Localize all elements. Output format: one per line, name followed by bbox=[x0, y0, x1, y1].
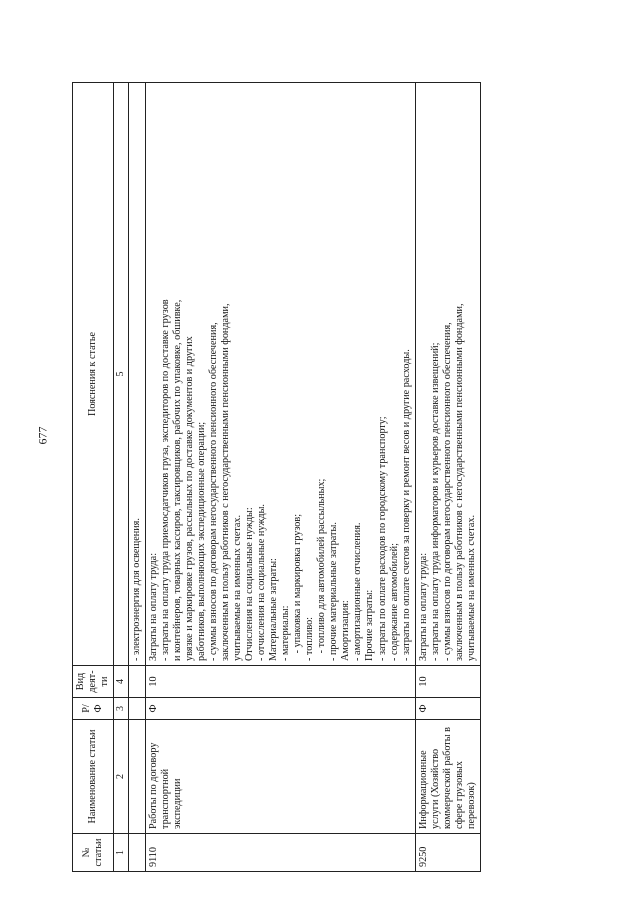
explanation-line: - топливо для автомобилей рассыльных; bbox=[316, 478, 328, 661]
header-rf: Р/ Ф bbox=[73, 698, 114, 720]
empty-cell bbox=[128, 698, 145, 720]
column-number: 1 bbox=[114, 834, 129, 872]
explanation-line: - затраты на оплату труда информаторов и курьеров доставке извещений; bbox=[429, 342, 441, 661]
explanation-line: - упаковка и маркировка грузов; bbox=[292, 513, 304, 661]
explanation-line: - амортизационные отчисления. bbox=[352, 522, 364, 661]
rotated-table-container bbox=[72, 82, 564, 872]
empty-cell bbox=[128, 666, 145, 698]
table-row bbox=[128, 83, 145, 872]
explanation-cell bbox=[128, 83, 145, 666]
explanation-line: учитываемые на именных счетах. bbox=[232, 514, 244, 661]
explanation-line: Отчисления на социальные нужды: bbox=[244, 507, 256, 661]
empty-cell bbox=[128, 720, 145, 834]
header-item-name: Наименование статьи bbox=[73, 720, 114, 834]
table-row bbox=[145, 83, 415, 872]
explanation-line: - материалы: bbox=[280, 605, 292, 661]
explanation-line: Амортизация: bbox=[340, 600, 352, 661]
explanation-line: и контейнеров, товарных кассиров, таксировщиков, рабочих по упаковке, обшивке, bbox=[171, 299, 183, 661]
item-name: Работы по договору транспортной экспедиции bbox=[145, 720, 415, 834]
item-rf: Ф bbox=[145, 698, 415, 720]
column-number: 2 bbox=[114, 720, 129, 834]
explanation-line: Материальные затраты: bbox=[268, 558, 280, 661]
table-row bbox=[415, 83, 480, 872]
explanation-cell bbox=[415, 83, 480, 666]
item-activity: 10 bbox=[145, 666, 415, 698]
explanation-line: Затраты на оплату труда: bbox=[417, 552, 429, 661]
explanation-line: - содержание автомобилей; bbox=[388, 543, 400, 661]
column-number: 3 bbox=[114, 698, 129, 720]
page-number: 677 bbox=[35, 426, 50, 445]
item-activity: 10 bbox=[415, 666, 480, 698]
explanation-line: - отчисления на социальные нужды. bbox=[256, 504, 268, 661]
explanation-cell bbox=[145, 83, 415, 666]
item-rf: Ф bbox=[415, 698, 480, 720]
explanation-line: - электроэнергия для освещения. bbox=[130, 518, 142, 661]
empty-cell bbox=[128, 834, 145, 872]
explanation-line: работников, выполняющих экспедиционные операции; bbox=[196, 421, 208, 661]
explanation-line: - затраты по оплате расходов по городскому транспорту; bbox=[376, 416, 388, 661]
item-number: 9110 bbox=[145, 834, 415, 872]
explanation-line: Прочие затраты: bbox=[364, 589, 376, 661]
column-numbers-row bbox=[114, 83, 129, 872]
header-activity: Вид деят-ти bbox=[73, 666, 114, 698]
explanation-line: учитываемые на именных счетах. bbox=[465, 514, 477, 661]
explanation-line: - затраты на оплату труда приемосдатчиков груза, экспедиторов по доставке грузов bbox=[159, 299, 171, 661]
explanation-line: заключенным в пользу работников с негосударственными пенсионными фондами, bbox=[453, 303, 465, 661]
explanation-line: Затраты на оплату труда: bbox=[147, 552, 159, 661]
item-name: Информационные услуги (Хозяйство коммерческой работы в сфере грузовых перевозок) bbox=[415, 720, 480, 834]
explanation-line: заключенным в пользу работников с негосударственными пенсионными фондами, bbox=[220, 303, 232, 661]
explanation-line: - топливо: bbox=[304, 616, 316, 661]
explanation-line: - затраты по оплате счетов за поверку и ремонт весов и другие расходы. bbox=[400, 349, 412, 661]
explanation-line: - суммы взносов по договорам негосударственного пенсионного обеспечения, bbox=[441, 322, 453, 661]
column-number: 5 bbox=[114, 83, 129, 666]
item-number: 9250 bbox=[415, 834, 480, 872]
explanation-line: - суммы взносов по договорам негосударственного пенсионного обеспечения, bbox=[208, 322, 220, 661]
explanation-line: увязке и маркировке грузов, рассыльных по доставке документов и других bbox=[184, 336, 196, 661]
cost-items-table bbox=[72, 82, 481, 872]
explanation-line: - прочие материальные затраты. bbox=[328, 522, 340, 661]
header-explanation: Пояснения к статье bbox=[73, 83, 114, 666]
header-item-number: № статьи bbox=[73, 834, 114, 872]
column-number: 4 bbox=[114, 666, 129, 698]
header-row bbox=[73, 83, 114, 872]
